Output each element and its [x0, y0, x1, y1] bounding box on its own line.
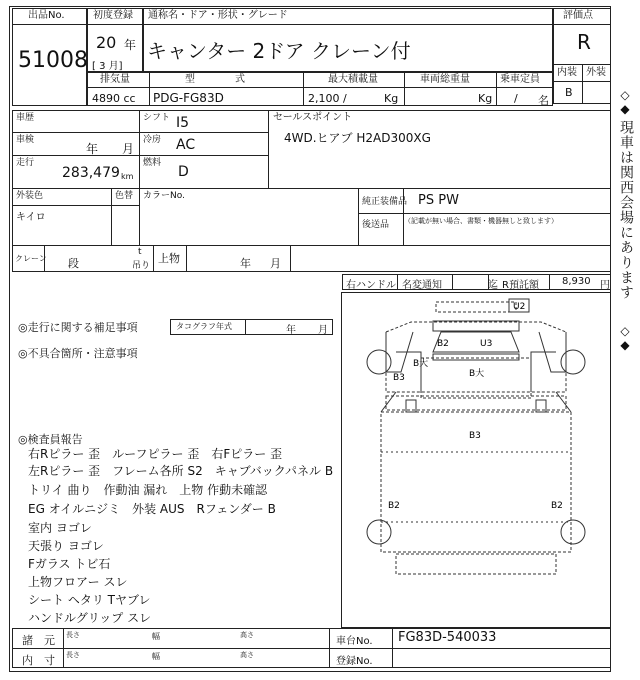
shaken-label: 車検: [16, 135, 35, 145]
inspector-line: ハンドルグリップ スレ: [28, 611, 152, 625]
capacity-label: 乗車定員: [500, 74, 540, 85]
exterior-color-label: 外装色: [16, 191, 44, 201]
crane-top-label: 上物: [158, 252, 180, 265]
recycle-amount: 8,930: [562, 276, 591, 287]
diagram-mark: B2: [551, 501, 563, 511]
diagram-mark: U3: [480, 339, 493, 349]
tacho-year: 年: [286, 325, 296, 336]
rating-value: R: [577, 30, 591, 54]
height-label-2: 高さ: [240, 651, 254, 659]
maxload-value: 2,100 /: [308, 92, 347, 105]
yen-unit: 円: [600, 280, 610, 291]
tacho-label: タコグラフ年式: [176, 322, 232, 331]
mileage-value: 283,479: [62, 165, 120, 181]
steering-value: 右ハンドル: [346, 280, 396, 291]
sales-point-label: セールスポイント: [273, 112, 353, 123]
diagram-mark: B大: [469, 369, 485, 379]
side-note-top: ◇◆: [618, 88, 632, 116]
exterior-label: 外装: [586, 67, 606, 78]
inspector-line: シート ヘタリ Tヤブレ: [28, 593, 151, 607]
fuel-value: D: [178, 164, 189, 180]
displacement-label: 排気量: [100, 74, 130, 85]
rating-label: 評価点: [563, 10, 593, 21]
inspector-line: Fガラス トビ石: [28, 557, 111, 571]
model-value: PDG-FG83D: [153, 91, 224, 105]
displacement-value: 4890 cc: [92, 92, 136, 105]
reg-label: 初度登録: [93, 10, 133, 21]
registration-label: 登録No.: [336, 656, 373, 667]
inspector-title: ◎検査員報告: [18, 433, 83, 446]
mileage-unit: km: [121, 172, 134, 181]
chassis-label: 車台No.: [336, 636, 373, 647]
deadline-label: 迄: [488, 280, 498, 291]
crane-year: 年: [240, 257, 251, 270]
inspector-line: 天張り ヨゴレ: [28, 539, 104, 553]
side-note: [612, 88, 638, 368]
crane-hoist: 吊り: [132, 261, 151, 271]
recycle-label: R預託額: [502, 280, 539, 291]
history-label: 車歴: [16, 113, 35, 123]
ac-label: 冷房: [143, 135, 162, 145]
length-label-2: 長さ: [66, 651, 80, 659]
diagram-mark: B大: [413, 359, 429, 369]
width-label-2: 幅: [152, 652, 160, 661]
ac-value: AC: [176, 137, 196, 153]
reg-month: [ 3 月]: [92, 61, 123, 72]
width-label: 幅: [152, 632, 160, 641]
gross-weight-label: 車両総重量: [420, 74, 470, 85]
capacity-unit: 名: [538, 94, 549, 107]
shaken-year: 年: [86, 142, 99, 156]
diagram-mark: B3: [469, 431, 481, 441]
maxload-label: 最大積載量: [328, 74, 378, 85]
inner-row-label: 内 寸: [22, 654, 55, 667]
color-code-label: カラーNo.: [143, 191, 185, 201]
equipment-label: 純正装備品: [362, 197, 408, 207]
aftermarket-label: 後送品: [362, 220, 390, 230]
crane-month: 月: [270, 257, 281, 270]
length-label: 長さ: [66, 631, 80, 639]
driving-notes-title: ◎走行に関する補足事項: [18, 321, 138, 334]
diagram-mark: B2: [437, 339, 449, 349]
reg-year-unit: 年: [124, 38, 137, 52]
diagram-mark: B2: [388, 501, 400, 511]
specs-row-label: 諸 元: [22, 634, 55, 647]
height-label: 高さ: [240, 631, 254, 639]
inspector-line: EG オイルニジミ 外装 AUS Rフェンダー B: [28, 502, 276, 516]
vehicle-name: キャンター 2ドア クレーン付: [147, 39, 411, 63]
inspector-line: 左Rピラー 歪 フレーム各所 S2 キャブバックパネル B: [28, 464, 334, 478]
name-change-label: 名変通知: [402, 280, 442, 291]
shaken-month: 月: [122, 142, 135, 156]
color-change-label: 色替: [115, 191, 134, 201]
shift-value: I5: [176, 115, 190, 131]
equipment-value: PS PW: [418, 193, 459, 208]
lot-label: 出品No.: [28, 10, 65, 21]
crane-stage: 段: [68, 257, 79, 270]
diagram-mark: B3: [393, 373, 405, 383]
fuel-label: 燃料: [143, 158, 162, 168]
exterior-color-value: キイロ: [16, 212, 46, 223]
name-label: 通称名・ドア・形状・グレード: [148, 10, 288, 21]
tacho-month: 月: [318, 325, 328, 336]
side-note-text: 現車は関西会場にあります: [618, 120, 634, 300]
inspector-line: トリイ 曲り 作動油 漏れ 上物 作動未確認: [28, 483, 268, 497]
inspector-line: 上物フロアー スレ: [28, 575, 128, 589]
aftermarket-note: （記載が無い場合、書類・機器無しと致します）: [404, 217, 558, 225]
interior-label: 内装: [557, 67, 577, 78]
inspector-line: 右Rピラー 歪 ルーフピラー 歪 右Fピラー 歪: [28, 447, 283, 461]
chassis-number: FG83D-540033: [398, 630, 497, 645]
truck-diagram: [341, 292, 611, 628]
diagram-mark: U2: [513, 302, 526, 312]
sales-point-value: 4WD.ヒアブ H2AD300XG: [284, 131, 431, 145]
shift-label: シフト: [143, 113, 171, 123]
mileage-label: 走行: [16, 158, 35, 168]
inspector-line: 室内 ヨゴレ: [28, 521, 92, 535]
maxload-unit: Kg: [384, 92, 399, 105]
crane-label: クレーン: [15, 254, 47, 263]
capacity-value: /: [514, 92, 518, 105]
lot-number: 51008: [18, 48, 88, 73]
gross-weight-unit: Kg: [478, 92, 493, 105]
side-note-bottom: ◇◆: [618, 324, 632, 352]
defects-title: ◎不具合箇所・注意事項: [18, 347, 138, 360]
crane-tons: t: [138, 247, 142, 257]
reg-year: 20: [96, 33, 117, 52]
interior-grade: B: [565, 86, 573, 99]
model-label: 型 式: [185, 74, 245, 85]
